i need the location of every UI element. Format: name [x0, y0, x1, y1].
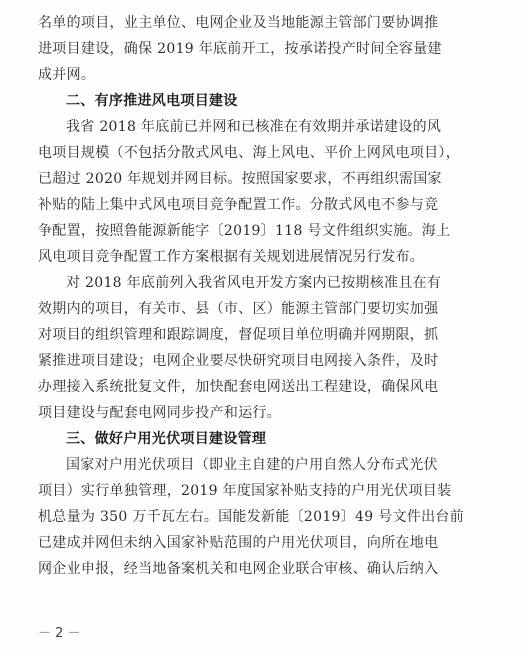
- text-line: 办理接入系统批复文件，加快配套电网送出工程建设，确保风电: [38, 379, 439, 395]
- paragraph: [38, 10, 494, 88]
- body-text: [38, 10, 494, 582]
- text-line: 紧推进项目建设；电网企业要尽快研究项目电网接入条件，及时: [38, 353, 439, 369]
- text-line: 项目）实行单独管理，2019 年度国家补贴支持的户用光伏项目装: [38, 483, 452, 499]
- text-line: 我省 2018 年底前已并网和已核准在有效期并承诺建设的风: [66, 119, 442, 135]
- text-line: 对项目的组织管理和跟踪调度，督促项目单位明确并网期限，抓: [38, 327, 439, 343]
- text-line: 已超过 2020 年规划并网目标。按照国家要求，不再组织需国家: [38, 171, 442, 187]
- text-line: 效期内的项目，有关市、县（市、区）能源主管部门要切实加强: [38, 301, 439, 317]
- paragraph: [38, 270, 494, 426]
- text-line: 进项目建设，确保 2019 年底前开工，按承诺投产时间全容量建: [38, 41, 442, 57]
- page-number: － 2 －: [38, 626, 81, 641]
- text-line: 名单的项目，业主单位、电网企业及当地能源主管部门要协调推: [38, 15, 439, 31]
- section-heading: 三、做好户用光伏项目建设管理: [66, 431, 267, 447]
- text-line: 成并网。: [38, 67, 96, 83]
- text-line: 国家对户用光伏项目（即业主自建的户用自然人分布式光伏: [66, 457, 438, 473]
- paragraph: [38, 452, 494, 582]
- text-line: 机总量为 350 万千瓦左右。国能发新能〔2019〕49 号文件出台前: [38, 509, 465, 525]
- text-line: 网企业申报，经当地备案机关和电网企业联合审核、确认后纳入: [38, 561, 439, 577]
- text-line: 风电项目竞争配置工作方案根据有关规划进展情况另行发布。: [38, 249, 425, 265]
- text-line: 电项目规模（不包括分散式风电、海上风电、平价上网风电项目），: [38, 145, 460, 161]
- text-line: 争配置，按照鲁能源新能字〔2019〕118 号文件组织实施。海上: [38, 223, 451, 239]
- text-line: 对 2018 年底前列入我省风电开发方案内已按期核准且在有: [66, 275, 442, 291]
- section-heading: 二、有序推进风电项目建设: [66, 93, 238, 109]
- text-line: 补贴的陆上集中式风电项目竞争配置工作。分散式风电不参与竞: [38, 197, 439, 213]
- text-line: 已建成并网但未纳入国家补贴范围的户用光伏项目，向所在地电: [38, 535, 439, 551]
- paragraph: [38, 114, 494, 270]
- text-line: 项目建设与配套电网同步投产和运行。: [38, 405, 282, 421]
